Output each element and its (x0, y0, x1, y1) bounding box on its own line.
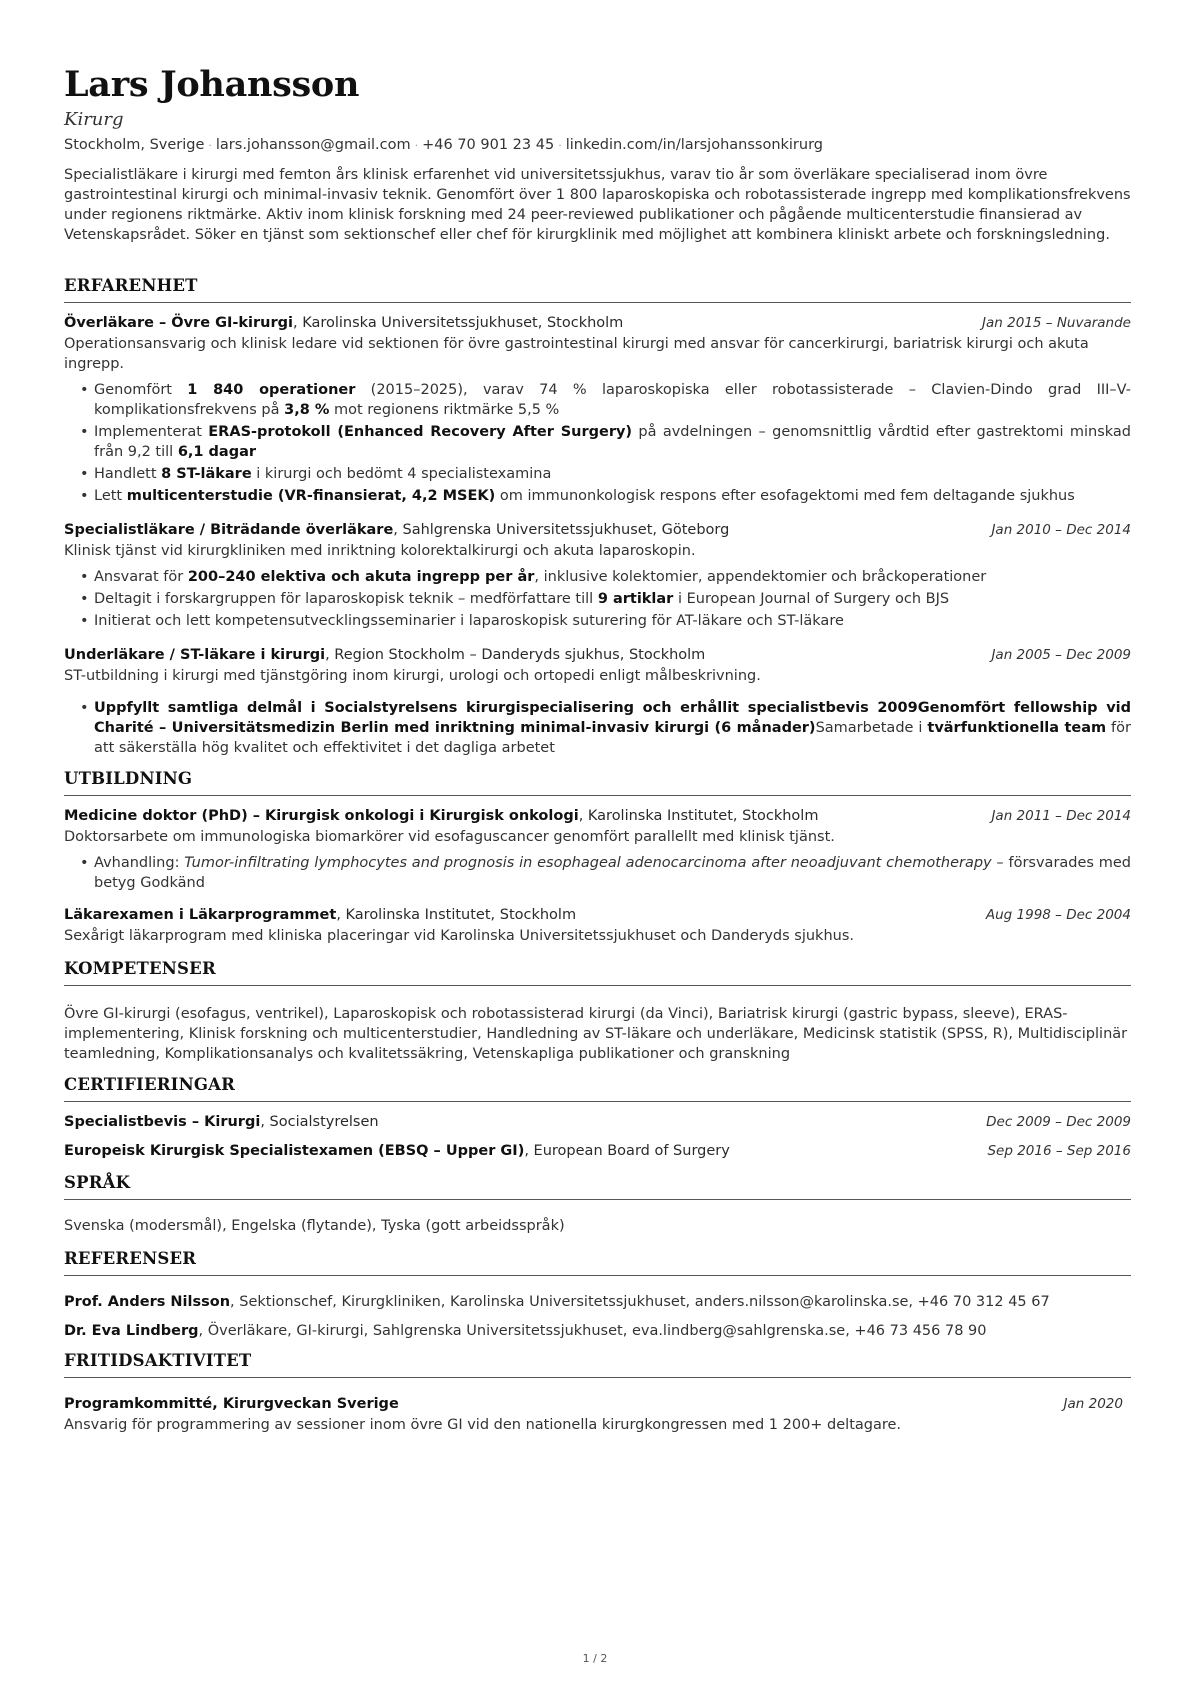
reference-name: Prof. Anders Nilsson (64, 1294, 231, 1310)
education-entry (64, 806, 1131, 893)
achievement-item (94, 698, 1131, 758)
experience-entry (64, 645, 1131, 758)
job-title: Specialistläkare / Biträdande överläkare (64, 522, 394, 538)
thesis-item (94, 853, 1131, 893)
separator: · (414, 139, 419, 152)
certification-name: Europeisk Kirurgisk Specialistexamen (EBSQ – Upper GI) (64, 1143, 525, 1159)
degree-date: Jan 2011 – Dec 2014 (991, 808, 1131, 824)
bullet-text: om immunonkologisk respons efter esofagektomi med fem deltagande sjukhus (495, 488, 1075, 504)
bullet-text: mot regionens riktmärke 5,5 % (329, 402, 560, 418)
job-description: ST-utbildning i kirurgi med tjänstgöring inom kirurgi, urologi och ortopedi enligt målbeskrivning. (64, 668, 761, 684)
separator: · (208, 139, 212, 152)
achievement-list (64, 567, 1131, 631)
thesis-list (64, 853, 1131, 893)
thesis-result: – försvarades med betyg Godkänd (94, 855, 1132, 891)
certifications-section (64, 1074, 1131, 1162)
job-description: Operationsansvarig och klinisk ledare vid sektionen för övre gastrointestinal kirurgi med ansvar för cancerkirurgi, bariatrisk kirurgi och akuta ingrepp. (64, 336, 1089, 372)
skills-section (64, 958, 1131, 1064)
certification-item (64, 1112, 1131, 1133)
highlight-text: 8 ST-läkare (161, 466, 252, 482)
bullet-text: Genomfört (94, 382, 188, 398)
candidate-role: Kirurg (64, 109, 124, 130)
education-section (64, 768, 1131, 946)
highlight-text: 3,8 % (284, 402, 330, 418)
degree-institution: , Karolinska Institutet, Stockholm (578, 808, 819, 824)
education-entry (64, 905, 1131, 946)
achievement-item (94, 464, 1131, 484)
languages-section (64, 1172, 1131, 1236)
achievement-item (94, 611, 1131, 631)
highlight-text: ERAS-protokoll (Enhanced Recovery After Surgery) (208, 424, 633, 440)
bullet-text: på avdelningen – genomsnittlig vårdtid efter gastrektomi minskad från 9,2 till (94, 424, 1131, 460)
certification-date: Sep 2016 – Sep 2016 (987, 1143, 1131, 1159)
reference-item (64, 1292, 1131, 1313)
achievement-item (94, 422, 1131, 462)
highlight-text: 9 artiklar (597, 591, 674, 607)
resume-page (64, 64, 1131, 1435)
activity-date: Jan 2020 (1063, 1396, 1123, 1412)
bullet-text: i European Journal of Surgery och BJS (673, 591, 950, 607)
bullet-text: Implementerat (94, 424, 209, 440)
bullet-text: Handlett (94, 466, 162, 482)
activity-item (64, 1394, 1131, 1415)
job-date: Jan 2005 – Dec 2009 (991, 647, 1131, 663)
job-employer: , Region Stockholm – Danderyds sjukhus, Stockholm (325, 647, 706, 663)
degree-description: Doktorsarbete om immunologiska biomarkörer vid esofaguscancer genomfört parallellt med klinisk tjänst. (64, 829, 835, 845)
bullet-text: Lett (94, 488, 127, 504)
experience-section (64, 275, 1131, 758)
reference-details: , Överläkare, GI-kirurgi, Sahlgrenska Universitetssjukhuset, eva.lindberg@sahlgrenska.se, +46 73 456 78 90 (198, 1323, 987, 1339)
job-employer: , Karolinska Universitetssjukhuset, Stockholm (293, 315, 624, 331)
contact-location: Stockholm, Sverige (64, 137, 205, 153)
job-date: Jan 2010 – Dec 2014 (991, 522, 1131, 538)
job-title: Underläkare / ST-läkare i kirurgi (64, 647, 326, 663)
bullet-text: Initierat och lett kompetensutvecklingsseminarier i laparoskopisk suturering för AT-läkare och ST-läkare (94, 613, 844, 629)
experience-list (64, 313, 1131, 758)
contact-email[interactable]: lars.johansson@gmail.com (215, 137, 411, 153)
achievement-item (94, 486, 1131, 506)
reference-name: Dr. Eva Lindberg (64, 1323, 199, 1339)
highlight-text: 200–240 elektiva och akuta ingrepp per år (187, 569, 535, 585)
activity-description: Ansvarig för programmering av sessioner inom övre GI vid den nationella kirurgkongressen med 1 200+ deltagare. (64, 1417, 902, 1433)
section-title-languages: SPRÅK (64, 1172, 1131, 1200)
bullet-text: Samarbetade i (815, 720, 928, 736)
degree-institution: , Karolinska Institutet, Stockholm (336, 907, 577, 923)
bullet-text: i kirurgi och bedömt 4 specialistexamina (251, 466, 552, 482)
section-title-skills: KOMPETENSER (64, 958, 1131, 986)
highlight-text: multicenterstudie (VR-finansierat, 4,2 MSEK) (126, 488, 496, 504)
contact-phone[interactable]: +46 70 901 23 45 (422, 137, 555, 153)
activities-section (64, 1350, 1131, 1435)
languages-text: Svenska (modersmål), Engelska (flytande), Tyska (gott arbeidsspråk) (64, 1218, 565, 1234)
section-title-education: UTBILDNING (64, 768, 1131, 796)
highlight-text: 1 840 operationer (187, 382, 356, 398)
thesis-label: Avhandling: (94, 855, 185, 871)
reference-details: , Sektionschef, Kirurgkliniken, Karolinska Universitetssjukhuset, anders.nilsson@karolinska.se, +46 70 312 45 67 (230, 1294, 1050, 1310)
thesis-title: Tumor-infiltrating lymphocytes and prognosis in esophageal adenocarcinoma after neoadjuvant chemotherapy (184, 855, 992, 871)
certification-issuer: , Socialstyrelsen (260, 1114, 379, 1130)
section-title-experience: ERFARENHET (64, 275, 1131, 303)
section-title-activities: FRITIDSAKTIVITET (64, 1350, 1131, 1378)
activity-title: Programkommitté, Kirurgveckan Sverige (64, 1396, 399, 1412)
degree-description: Sexårigt läkarprogram med kliniska placeringar vid Karolinska Universitetssjukhuset och Danderyds sjukhus. (64, 928, 854, 944)
contact-linkedin[interactable]: linkedin.com/in/larsjohanssonkirurg (565, 137, 823, 153)
degree-title: Medicine doktor (PhD) – Kirurgisk onkologi i Kirurgisk onkologi (64, 808, 579, 824)
certification-item (64, 1141, 1131, 1162)
page-number: 1 / 2 (582, 1652, 608, 1665)
references-section (64, 1248, 1131, 1342)
highlight-text: tvärfunktionella team (927, 720, 1107, 736)
bullet-text: Deltagit i forskargruppen för laparoskopisk teknik – medförfattare till (94, 591, 598, 607)
certification-name: Specialistbevis – Kirurgi (64, 1114, 261, 1130)
section-title-certifications: CERTIFIERINGAR (64, 1074, 1131, 1102)
degree-title: Läkarexamen i Läkarprogrammet (64, 907, 337, 923)
highlight-text: 6,1 dagar (177, 444, 257, 460)
achievement-item (94, 380, 1131, 420)
certification-issuer: , European Board of Surgery (524, 1143, 730, 1159)
profile-summary: Specialistläkare i kirurgi med femton års klinisk erfarenhet vid universitetssjukhus, varav tio år som överläkare specialiserad inom övre gastrointestinal kirurgi och minimal-invasiv teknik. Genomfört över 1 800 laparoskopiska och robotassisterade ingrepp med komplikationsfrekvens under regionens riktmärke. Aktiv inom klinisk forskning med 24 peer-reviewed publikationer och pågående multicenterstudie finansierad av Vetenskapsrådet. Söker en tjänst som sektionschef eller chef för kirurgklinik med möjlighet att kombinera kliniskt arbete och forskningsledning. (64, 167, 1131, 243)
job-title: Överläkare – Övre GI-kirurgi (64, 315, 293, 331)
job-date: Jan 2015 – Nuvarande (982, 315, 1131, 331)
achievement-item (94, 589, 1131, 609)
job-description: Klinisk tjänst vid kirurgkliniken med inriktning kolorektalkirurgi och akuta laparoskopin. (64, 543, 696, 559)
reference-item (64, 1321, 1131, 1342)
certification-date: Dec 2009 – Dec 2009 (986, 1114, 1131, 1130)
separator: · (558, 139, 562, 152)
section-title-references: REFERENSER (64, 1248, 1131, 1276)
highlight-text: Uppfyllt samtliga delmål i Socialstyrelsens kirurgispecialisering och erhållit specialistbevis 2009Genomfört fellowship vid Charité – Universitätsmedizin Berlin med inriktning minimal-invasiv kirurgi (6 månader) (94, 700, 1131, 736)
skills-text: Övre GI-kirurgi (esofagus, ventrikel), Laparoskopisk och robotassisterad kirurgi (da Vinci), Bariatrisk kirurgi (gastric bypass, sleeve), ERAS-implementering, Klinisk forskning och multicenterstudier, Handledning av ST-läkare och underläkare, Medicinsk statistik (SPSS, R), Multidisciplinär teamledning, Komplikationsanalys och kvalitetssäkring, Vetenskapliga publikationer och granskning (64, 1006, 1128, 1062)
job-employer: , Sahlgrenska Universitetssjukhuset, Göteborg (393, 522, 730, 538)
achievement-list (64, 380, 1131, 506)
achievement-item (94, 567, 1131, 587)
contact-line (64, 134, 1131, 157)
experience-entry (64, 520, 1131, 631)
achievement-list (64, 698, 1131, 758)
candidate-name: Lars Johansson (64, 64, 360, 105)
bullet-text: (2015–2025), varav 74 % laparoskopiska eller robotassisterade – Clavien-Dindo grad III–V-komplikationsfrekvens på (94, 382, 1131, 418)
bullet-text: , inklusive kolektomier, appendektomier och bråckoperationer (534, 569, 987, 585)
bullet-text: för att säkerställa hög kvalitet och effektivitet i det dagliga arbetet (94, 720, 1131, 756)
degree-date: Aug 1998 – Dec 2004 (985, 907, 1131, 923)
experience-entry (64, 313, 1131, 506)
bullet-text: Ansvarat för (94, 569, 188, 585)
